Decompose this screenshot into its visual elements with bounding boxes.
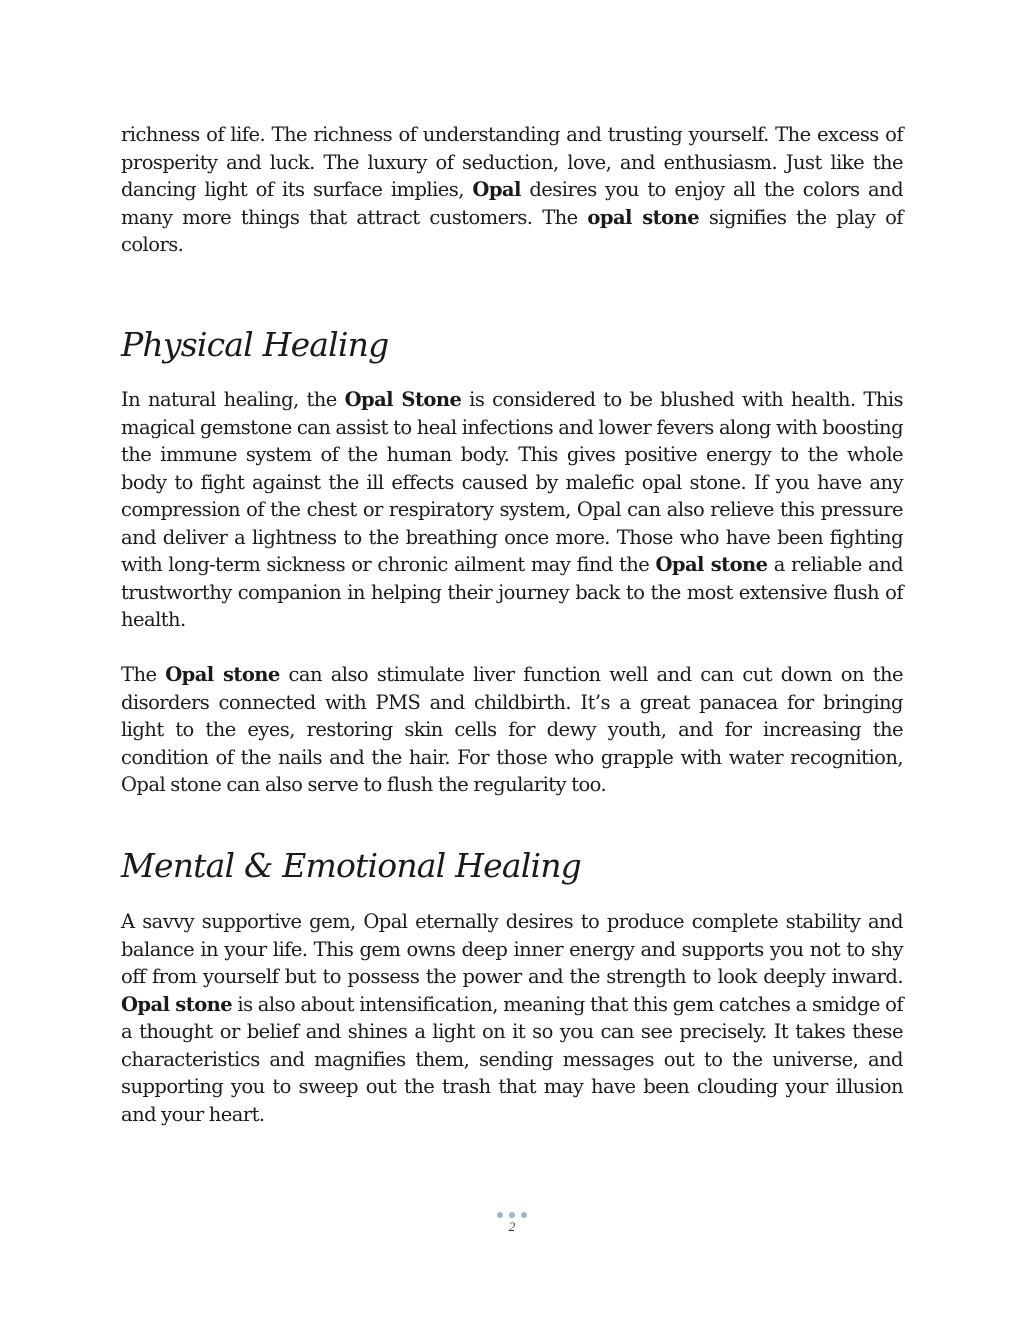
phys1-text-1: In natural healing, the: [121, 388, 345, 411]
page-footer: [0, 1212, 1024, 1234]
phys2-bold-1: Opal stone: [165, 663, 280, 686]
phys2-text-2: can also stimulate liver function well and can cut down on the disorders connected with PMS and childbirth. It’s a great panacea for bringing light to the eyes, restoring skin cells for dewy youth, and for increasing the condition of the nails and the hair. For those who grapple with water recognition, Opal stone can also serve to flush the regularity too.: [121, 663, 904, 796]
intro-paragraph: [121, 121, 903, 259]
physical-paragraph-1: [121, 386, 903, 634]
intro-text-2: desires you to enjoy all the colors and many more things that attract customers. The: [121, 178, 903, 229]
intro-bold-opal-stone: opal stone: [587, 205, 700, 229]
mental-text-2: is also about intensification, meaning that this gem catches a smidge of a thought or belief and shines a light on it so you can see precisely. It takes these characteristics and magnifies them, sending messages out to the universe, and supporting you to sweep out the trash that may have been clouding your illusion and your heart.: [121, 992, 903, 1126]
phys1-text-3: a reliable and trustworthy companion in helping their journey back to the most extensive flush of health.: [121, 553, 904, 631]
intro-text-3: signifies the play of colors.: [121, 205, 903, 256]
mental-paragraph: [121, 908, 903, 1128]
physical-paragraph-2: [121, 661, 903, 799]
intro-text-1: richness of life. The richness of understanding and trusting yourself. The excess of prosperity and luck. The luxury of seduction, love, and enthusiasm. Just like the dancing light of its surface implies,: [121, 123, 903, 201]
physical-healing-heading: Physical Healing: [121, 325, 389, 364]
phys1-bold-2: Opal stone: [655, 553, 768, 576]
phys2-text-1: The: [121, 663, 166, 686]
mental-bold-1: Opal stone: [121, 992, 233, 1016]
mental-text-1: A savvy supportive gem, Opal eternally desires to produce complete stability and balance in your life. This gem owns deep inner energy and supports you not to shy off from yourself but to possess the power and the strength to look deeply inward.: [121, 910, 903, 988]
mental-emotional-healing-heading: Mental & Emotional Healing: [121, 846, 581, 885]
footer-dot: [509, 1212, 515, 1218]
phys1-bold-1: Opal Stone: [344, 388, 462, 411]
phys1-text-2: is considered to be blushed with health. This magical gemstone can assist to heal infections and lower fevers along with boosting the immune system of the human body. This gives positive energy to the whole body to fight against the ill effects caused by malefic opal stone. If you have any compression of the chest or respiratory system, Opal can also relieve this pressure and deliver a lightness to the breathing once more. Those who have been fighting with long-term sickness or chronic ailment may find the: [121, 388, 903, 576]
intro-bold-opal: Opal: [472, 178, 521, 201]
page-number: 2: [508, 1219, 516, 1234]
footer-dot: [521, 1212, 527, 1218]
document-page: [121, 121, 904, 1126]
footer-dot: [497, 1212, 503, 1218]
